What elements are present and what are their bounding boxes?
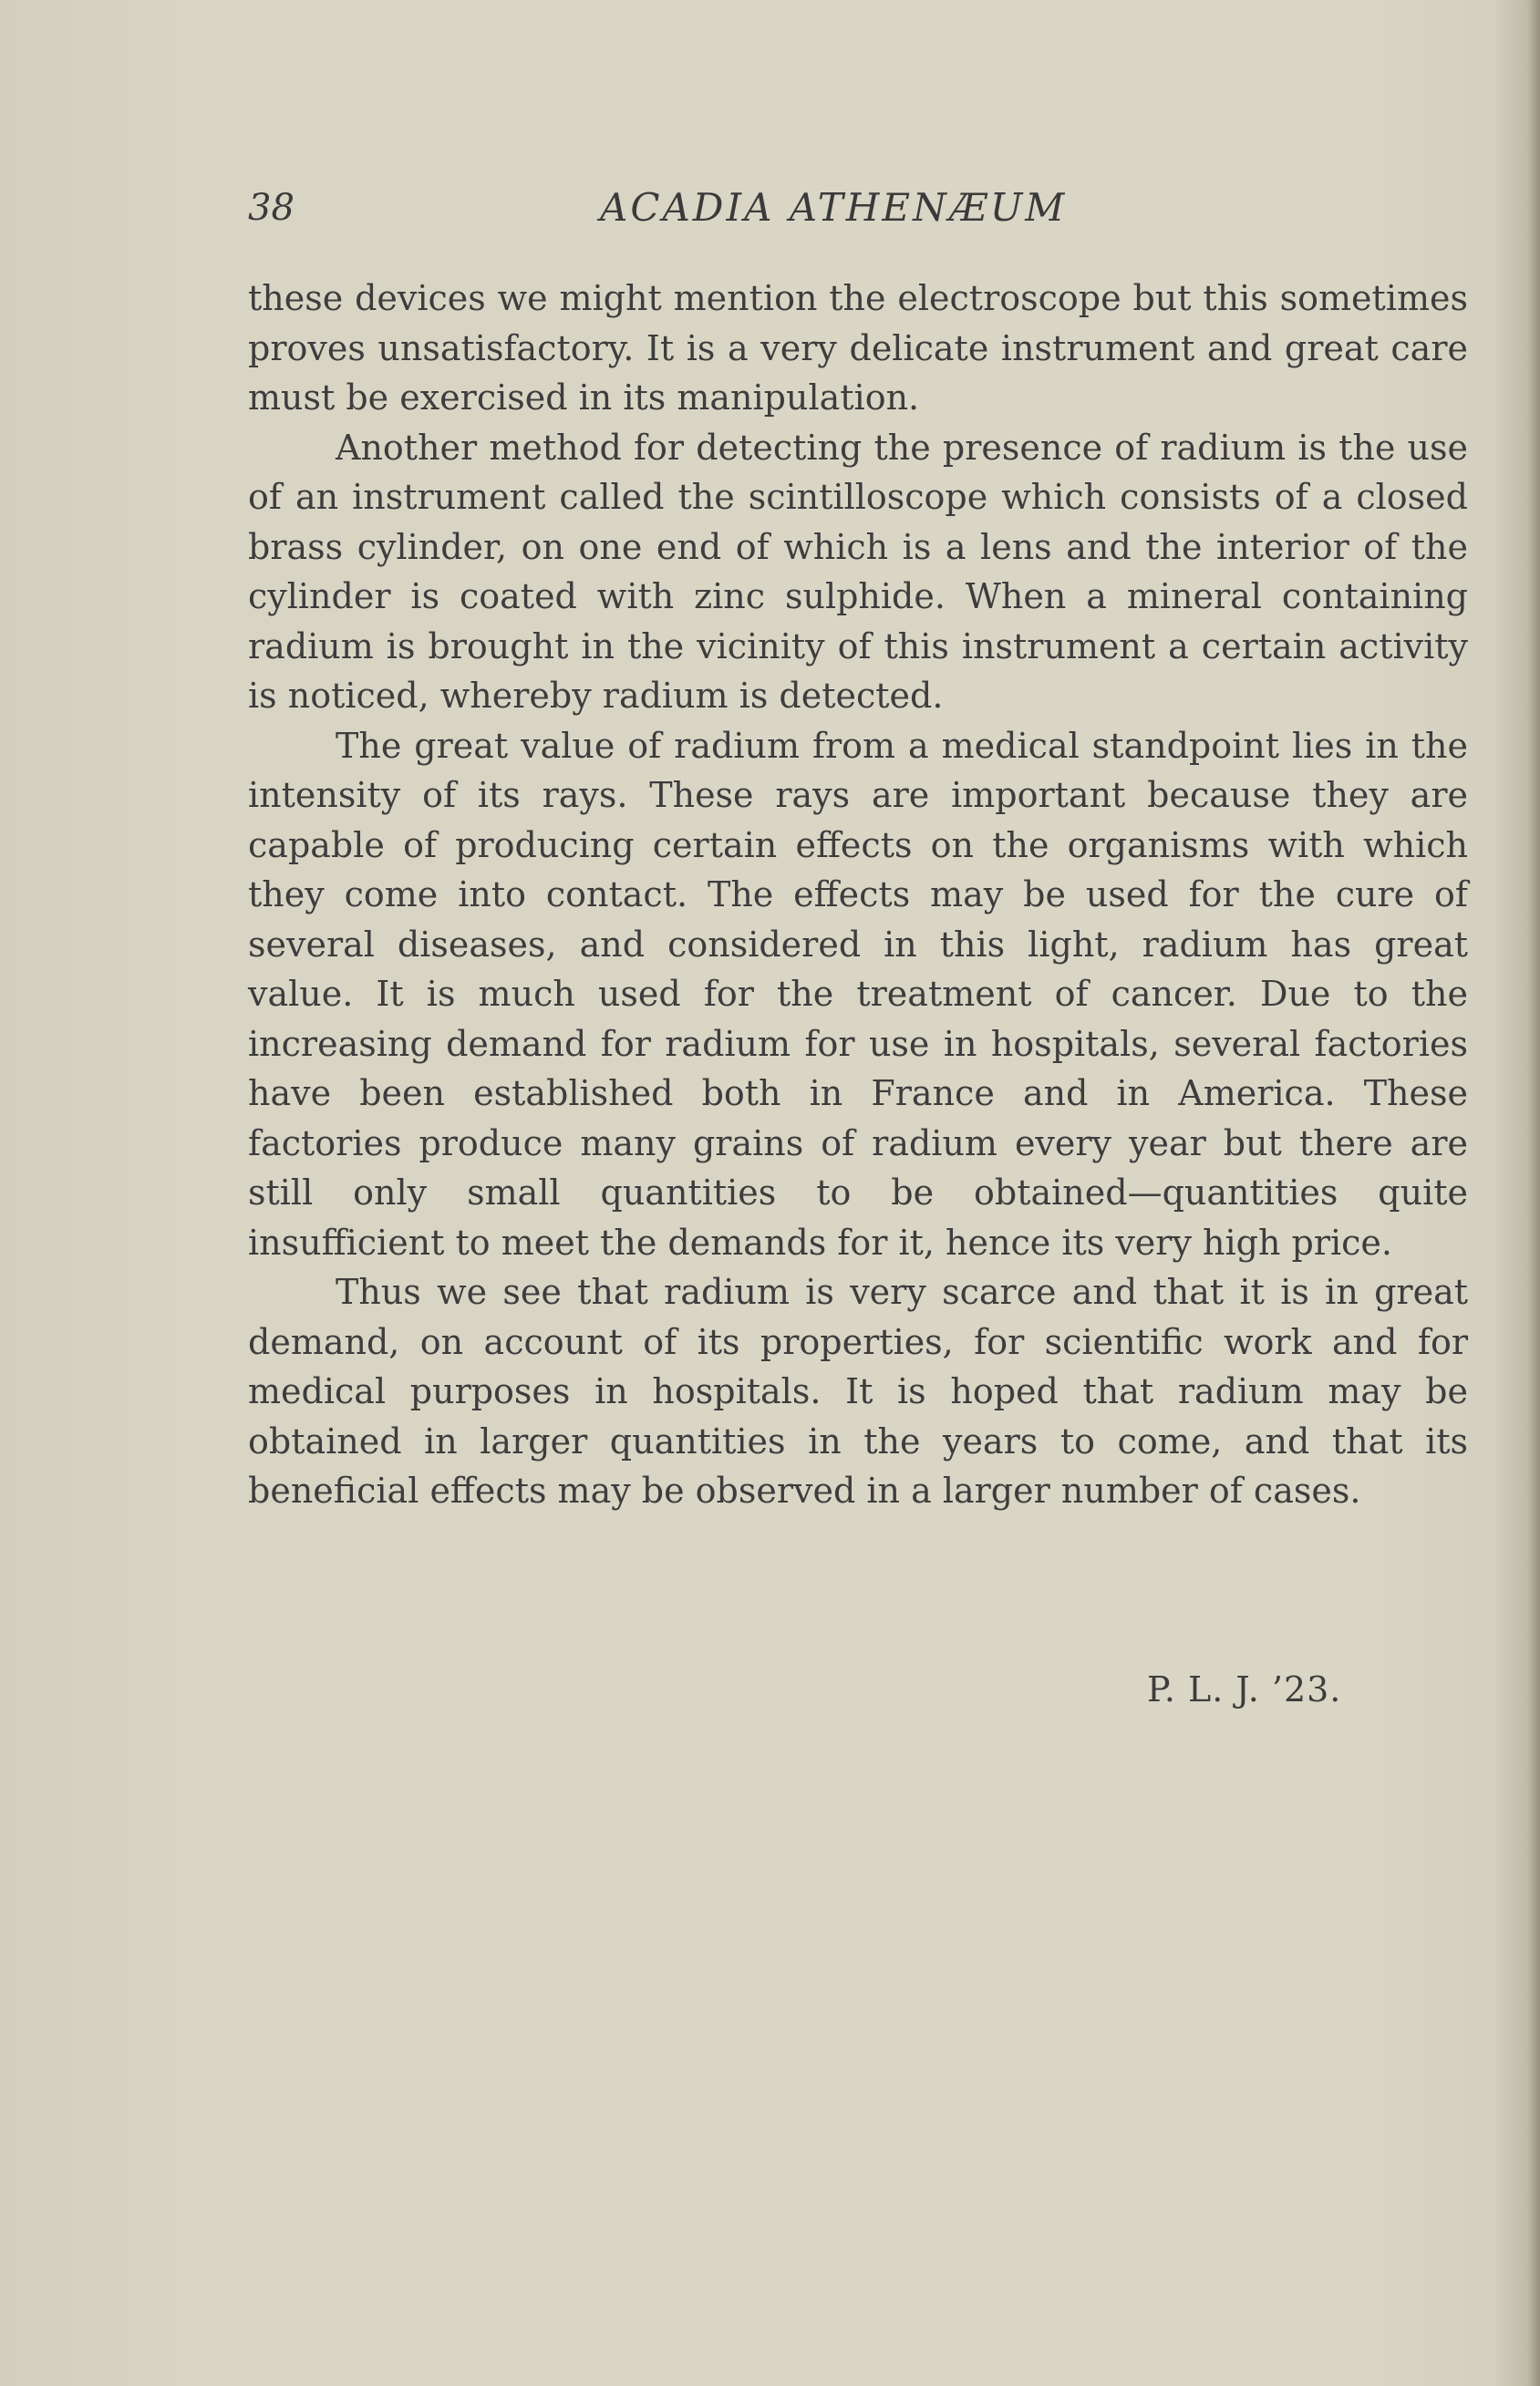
paragraph-conclusion: Thus we see that radium is very scarce and that it is in great demand, on account of its properties, for scientific work and for medical purposes in hospitals. It is hoped that radium may be obtained in larger quantities in the years to come, and that its beneficial effects may be observed in a larger number of cases. [248,1272,1468,1511]
paragraph-medical-value: The great value of radium from a medical standpoint lies in the intensity of its rays. These rays are important because they are capable of producing certain effects on the organisms with which they come into contact. The effects may be used for the cure of several diseases, and considered in this light, radium has great value. It is much used for the treatment of cancer. Due to the increasing demand for radium for use in hospitals, several factories have been established both in France and in America. These factories produce many grains of radium every year but there are still only small quantities to be obtained—quantities quite insufficient to meet the demands for it, hence its very high price. [248,725,1468,1263]
author-signature: P. L. J. ’23. [1147,1669,1342,1709]
paragraph-continued: these devices we might mention the electroscope but this sometimes proves unsatisfactory. It is a very delicate instrument and great care must be exercised in its manipulation. [248,278,1468,418]
page-number: 38 [248,187,295,229]
running-head [248,179,1470,237]
paragraph-scintilloscope: Another method for detecting the presence of radium is the use of an instrument called the scintilloscope which consists of a closed brass cylinder, on one end of which is a lens and the interior of the cylinder is coated with zinc sulphide. When a mineral containing radium is brought in the vicinity of this instrument a certain activity is noticed, whereby radium is detected. [248,427,1468,716]
article-body [248,274,1468,1516]
journal-title: ACADIA ATHENÆUM [600,185,1068,230]
page-edge-shadow [1527,0,1540,2386]
